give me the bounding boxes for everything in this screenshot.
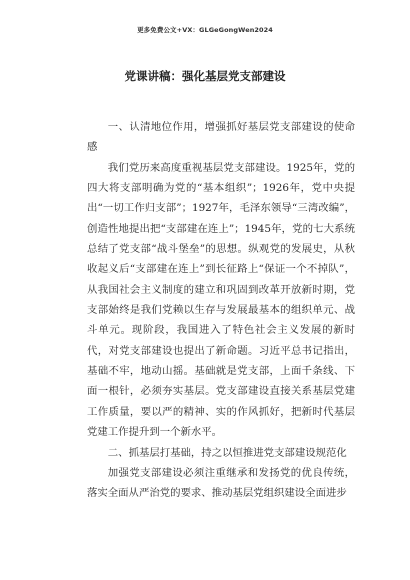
section-heading-1: 一、认清地位作用，增强抓好基层党支部建设的使命感	[87, 121, 355, 154]
document-body	[87, 117, 355, 504]
body-paragraph-2: 加强党支部建设必须注重继承和发扬党的优良传统，落实全面从严治党的要求、推动基层党组织建设全面进步	[87, 466, 355, 500]
document-title: 党课讲稿：强化基层党支部建设	[124, 69, 286, 83]
page-header-note: 更多免费公文+VX：GLGeGongWen2024	[137, 26, 273, 34]
body-paragraph-1: 我们党历来高度重视基层党支部建设。1925年，党的四大将支部明确为党的“基本组织”；1926年，党中央提出“一切工作归支部”；1927年，毛泽东领导“三湾改编”，创造性地提出把“支部建在连上”；1945年，党的七大系统总结了党支部“战斗堡垒”的思想。纵观党的发展史，从秋收起义后“支部建在连上”到长征路上“保证一个不掉队”，从我国社会主义制度的建立和巩固到改革开放新时期，党支部始终是我们党赖以生存与发展最基本的组织单元、战斗单元。现阶段，我国进入了特色社会主义发展的新时代，对党支部建设也提出了新命题。习近平总书记指出，基础不牢，地动山摇。基础就是党支部，上面千条线、下面一根针，必须夯实基层。党支部建设直接关系基层党建工作质量，要以严的精神、实的作风抓好，把新时代基层党建工作提升到一个新水平。	[87, 161, 355, 439]
section-heading-2: 二、抓基层打基础，持之以恒推进党支部建设规范化	[107, 446, 347, 459]
